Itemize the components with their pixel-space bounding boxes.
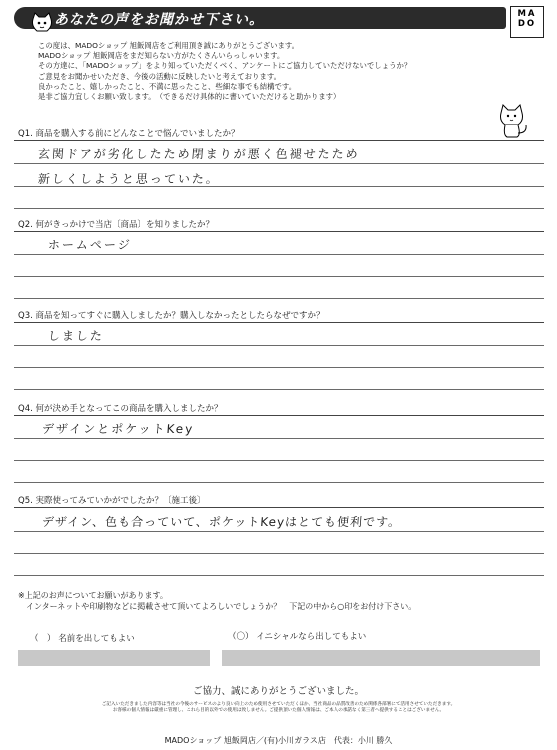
redacted-name [18, 650, 210, 666]
question-5-label: Q5. 実際使ってみていかがでしたか？〔施工後〕 [18, 496, 206, 506]
intro-line: ご意見をお聞かせいただき、今後の活動に反映したいと考えております。 [38, 71, 282, 81]
answer-box-top [14, 415, 544, 416]
answer-rule [14, 298, 544, 299]
answer-rule [14, 531, 544, 532]
answer-rule [14, 345, 544, 346]
option-label: イニシャルなら出してもよい [256, 632, 367, 642]
page-title: あなたの声をお聞かせ下さい。 [54, 12, 264, 28]
svg-text:DO: DO [517, 19, 537, 28]
answer-4-line-1: デザインとポケットKey [41, 422, 195, 436]
intro-line: 良かったこと、嬉しかったこと、不満に思ったこと、些細な事でも結構です。 [38, 81, 297, 91]
answer-rule [14, 389, 544, 390]
cat-mascot-icon [30, 12, 54, 34]
question-3-label: Q3. 商品を知ってすぐに購入しましたか？購入しなかったとしたらなぜですか？ [18, 311, 325, 321]
answer-rule [14, 460, 544, 461]
shop-footer: MADOショップ 旭飯岡店／(有)小川ガラス店 代表：小川 勝久 [164, 736, 393, 745]
answer-3-line-1: しました [47, 329, 105, 343]
intro-line: 是非ご協力宜しくお願い致します。 （できるだけ具体的に書いていただけると助かります） [38, 92, 341, 102]
answer-rule [14, 254, 544, 255]
request-line: インターネットや印刷物などに掲載させて頂いてよろしいでしょうか？ 下記の中から○印をお付け下さい。 [18, 602, 417, 611]
mado-logo-mark [511, 7, 543, 28]
privacy-notice [0, 702, 557, 714]
answer-box-top [14, 231, 544, 232]
question-1-label: Q1. 商品を購入する前にどんなことで悩んでいましたか？ [18, 129, 240, 139]
option-mark: （〇） [228, 632, 254, 642]
publication-request [18, 590, 416, 612]
notice-line: お客様の個人情報は厳重に管理し、これら目的以外での使用は致しません。ご提供頂いた個人情報は、ご本人の承諾なく第三者へ提供することはございません。 [112, 708, 445, 713]
intro-line: MADOショップ 旭飯岡店をまだ知らない方がたくさんいらっしゃいます。 [38, 51, 285, 61]
intro-line: その方達に、「MADOショップ」をより知っていただくべく、アンケートにご協力していただけないでしょうか？ [38, 61, 412, 71]
option-mark: （ ） [30, 634, 56, 644]
answer-rule [14, 438, 544, 439]
answer-rule [14, 367, 544, 368]
answer-rule [14, 208, 544, 209]
answer-1-line-1: 玄関ドアが劣化したため閉まりが悪く色褪せたため [37, 147, 361, 161]
intro-text [38, 41, 411, 102]
answer-rule [14, 276, 544, 277]
answer-rule [14, 553, 544, 554]
answer-box-top [14, 140, 544, 141]
title-banner [14, 7, 506, 29]
question-2-label: Q2. 何がきっかけで当店〔商品〕を知りましたか？ [18, 220, 215, 230]
svg-text:MA: MA [517, 9, 537, 19]
intro-line: この度は、MADOショップ 旭飯岡店をご利用頂き誠にありがとうございます。 [38, 41, 300, 50]
cat-mascot-icon [493, 101, 533, 139]
answer-rule [14, 163, 544, 164]
answer-rule [14, 575, 544, 576]
option-name-ok[interactable] [30, 632, 135, 644]
answer-rule [14, 186, 544, 187]
thanks-message: ご協力、誠にありがとうございました。 [192, 686, 364, 697]
mado-logo [510, 6, 544, 38]
answer-1-line-2: 新しくしようと思っていた。 [37, 172, 221, 186]
option-initials-ok[interactable] [228, 630, 366, 642]
request-line: ※上記のお声についてお願いがあります。 [18, 591, 168, 600]
answer-rule [14, 482, 544, 483]
answer-box-top [14, 507, 544, 508]
option-label: 名前を出してもよい [58, 634, 135, 644]
redacted-address [222, 650, 540, 666]
answer-2-line-1: ホームページ [47, 238, 133, 252]
answer-box-top [14, 322, 544, 323]
question-4-label: Q4. 何が決め手となってこの商品を購入しましたか？ [18, 404, 223, 414]
answer-5-line-1: デザイン、色も合っていて、ポケットKeyはとても便利です。 [41, 515, 402, 529]
notice-line: ご記入いただきました内容等は当社の今後のサービスのより良い向上のため使用させていただくほか、当社商品の品質改善のため関係各部署にて活用させていただきます。 [101, 702, 456, 707]
